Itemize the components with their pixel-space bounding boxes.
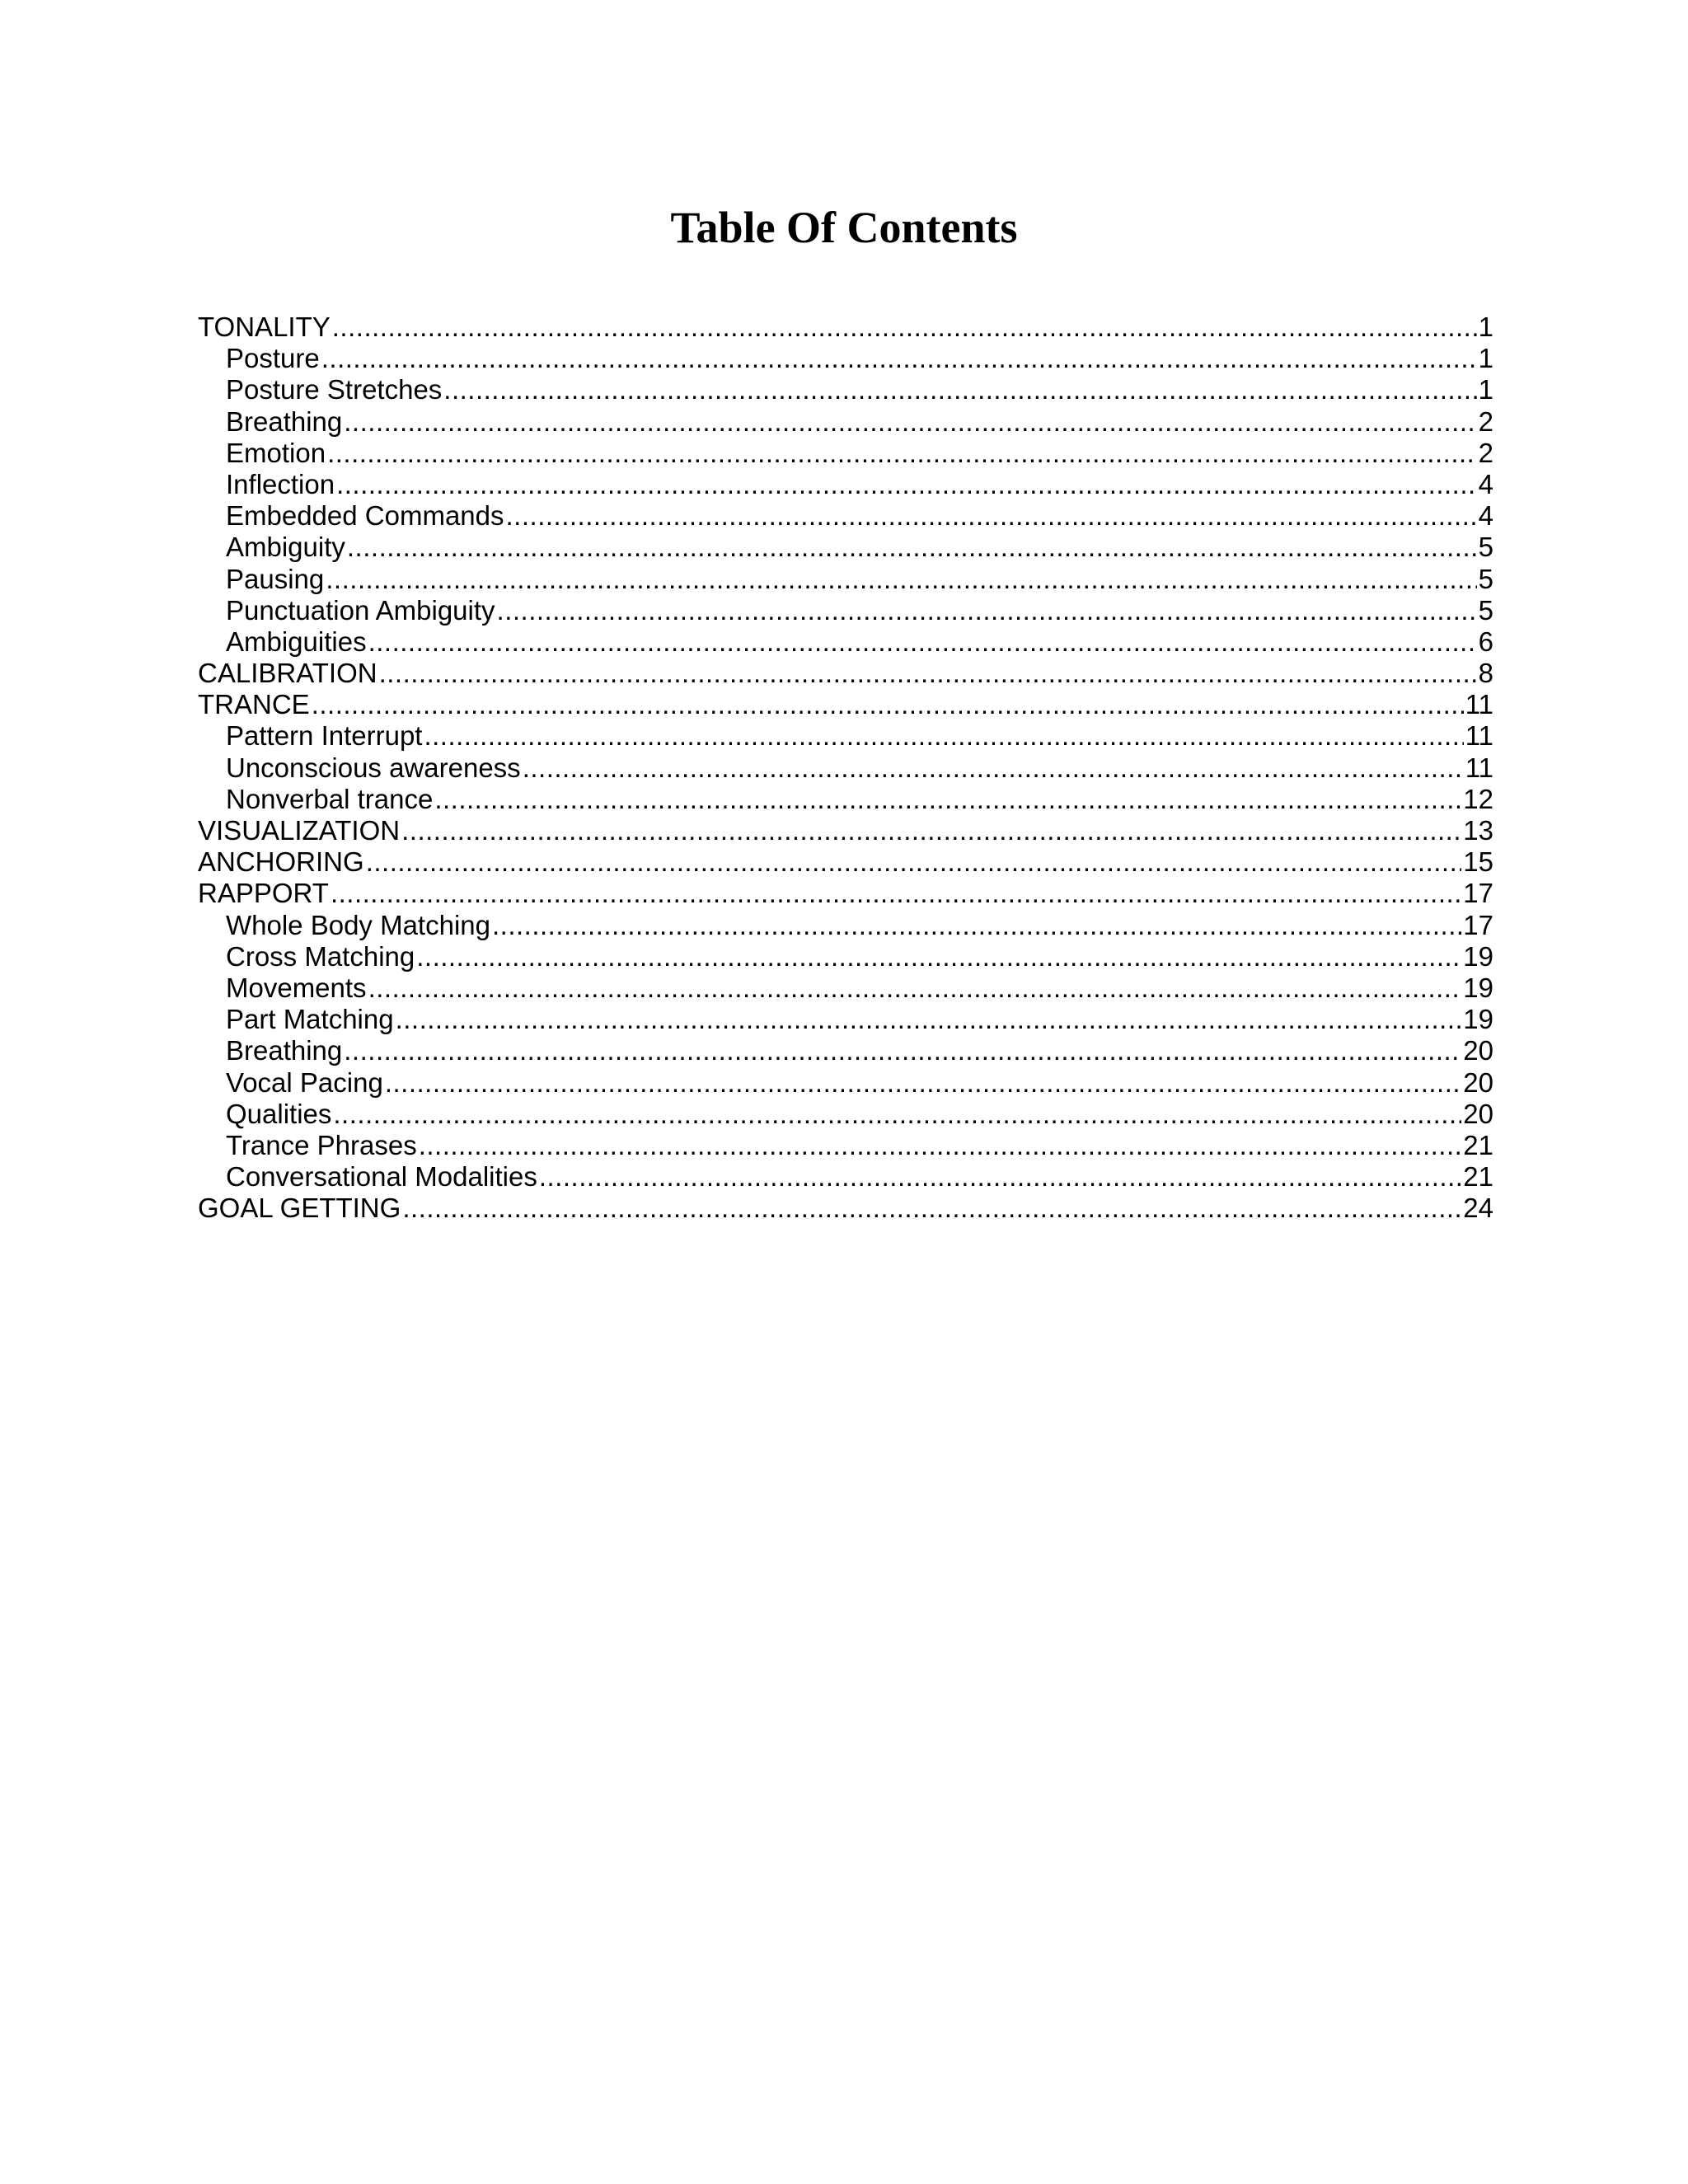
dot-leader <box>368 972 1462 1004</box>
toc-entry-label: GOAL GETTING <box>198 1193 401 1224</box>
toc-subsection-entry[interactable] <box>198 469 1493 500</box>
dot-leader <box>332 312 1477 343</box>
dot-leader <box>344 406 1476 438</box>
dot-leader <box>347 532 1477 563</box>
dot-leader <box>396 1004 1462 1035</box>
toc-subsection-entry[interactable] <box>198 1161 1493 1193</box>
toc-entry-label: Cross Matching <box>226 940 415 972</box>
dot-leader <box>539 1161 1461 1193</box>
dot-leader <box>434 784 1461 815</box>
dot-leader <box>327 438 1477 469</box>
toc-entry-page-number: 11 <box>1465 689 1493 720</box>
toc-entry-label: Pausing <box>226 563 325 594</box>
toc-subsection-entry[interactable] <box>198 941 1493 972</box>
toc-entry-page-number: 11 <box>1465 752 1493 783</box>
dot-leader <box>416 941 1461 972</box>
toc-entry-page-number: 8 <box>1478 658 1493 689</box>
table-of-contents <box>198 312 1493 1224</box>
dot-leader <box>344 1035 1461 1066</box>
toc-subsection-entry[interactable] <box>198 1067 1493 1099</box>
toc-entry-page-number: 11 <box>1465 720 1493 752</box>
toc-entry-page-number: 2 <box>1478 437 1493 468</box>
dot-leader <box>506 500 1477 532</box>
toc-section-entry[interactable] <box>198 658 1493 689</box>
toc-entry-label: Posture Stretches <box>226 374 443 405</box>
toc-subsection-entry[interactable] <box>198 784 1493 815</box>
dot-leader <box>523 752 1464 784</box>
toc-entry-label: Breathing <box>226 1035 343 1066</box>
toc-section-entry[interactable] <box>198 312 1493 343</box>
toc-subsection-entry[interactable] <box>198 1099 1493 1130</box>
dot-leader <box>424 720 1463 752</box>
dot-leader <box>401 815 1461 846</box>
toc-entry-label: Pattern Interrupt <box>226 720 423 752</box>
toc-section-entry[interactable] <box>198 846 1493 878</box>
toc-entry-page-number: 12 <box>1463 783 1493 814</box>
toc-subsection-entry[interactable] <box>198 438 1493 469</box>
toc-subsection-entry[interactable] <box>198 752 1493 784</box>
dot-leader <box>312 689 1464 720</box>
dot-leader <box>419 1130 1462 1161</box>
dot-leader <box>321 343 1477 374</box>
toc-entry-page-number: 4 <box>1478 500 1493 532</box>
toc-subsection-entry[interactable] <box>198 406 1493 438</box>
toc-entry-label: Trance Phrases <box>226 1129 417 1160</box>
toc-entry-label: Emotion <box>226 437 326 468</box>
toc-entry-page-number: 5 <box>1478 532 1493 563</box>
toc-subsection-entry[interactable] <box>198 626 1493 658</box>
toc-entry-page-number: 19 <box>1463 940 1493 972</box>
toc-entry-label: Unconscious awareness <box>226 752 521 783</box>
toc-subsection-entry[interactable] <box>198 910 1493 941</box>
toc-entry-label: Movements <box>226 972 367 1003</box>
toc-entry-page-number: 2 <box>1478 405 1493 437</box>
toc-section-entry[interactable] <box>198 878 1493 909</box>
toc-entry-label: ANCHORING <box>198 846 364 878</box>
toc-subsection-entry[interactable] <box>198 374 1493 405</box>
toc-entry-page-number: 1 <box>1478 343 1493 374</box>
toc-entry-page-number: 21 <box>1463 1129 1493 1160</box>
toc-entry-label: Ambiguity <box>226 532 345 563</box>
toc-entry-label: Conversational Modalities <box>226 1161 537 1193</box>
toc-entry-page-number: 1 <box>1478 312 1493 342</box>
toc-subsection-entry[interactable] <box>198 1130 1493 1161</box>
toc-section-entry[interactable] <box>198 815 1493 846</box>
dot-leader <box>492 910 1461 941</box>
toc-entry-page-number: 20 <box>1463 1035 1493 1066</box>
dot-leader <box>443 374 1476 405</box>
toc-entry-page-number: 20 <box>1463 1066 1493 1098</box>
toc-entry-label: Punctuation Ambiguity <box>226 594 495 626</box>
toc-entry-label: Embedded Commands <box>226 500 504 532</box>
toc-subsection-entry[interactable] <box>198 1004 1493 1035</box>
toc-entry-label: Breathing <box>226 405 343 437</box>
toc-subsection-entry[interactable] <box>198 972 1493 1004</box>
toc-entry-page-number: 15 <box>1463 846 1493 878</box>
toc-section-entry[interactable] <box>198 1193 1493 1224</box>
toc-subsection-entry[interactable] <box>198 564 1493 595</box>
dot-leader <box>368 626 1477 658</box>
toc-entry-label: CALIBRATION <box>198 658 377 689</box>
toc-entry-page-number: 13 <box>1463 815 1493 846</box>
toc-subsection-entry[interactable] <box>198 532 1493 563</box>
dot-leader <box>331 878 1461 909</box>
toc-subsection-entry[interactable] <box>198 500 1493 532</box>
toc-entry-page-number: 5 <box>1478 563 1493 594</box>
toc-entry-page-number: 20 <box>1463 1098 1493 1129</box>
dot-leader <box>497 595 1477 626</box>
toc-entry-page-number: 24 <box>1463 1193 1493 1224</box>
dot-leader <box>402 1193 1461 1224</box>
page-title: Table Of Contents <box>670 203 1018 252</box>
toc-section-entry[interactable] <box>198 689 1493 720</box>
dot-leader <box>326 564 1476 595</box>
dot-leader <box>366 846 1462 878</box>
toc-entry-page-number: 1 <box>1478 374 1493 405</box>
toc-subsection-entry[interactable] <box>198 720 1493 752</box>
toc-entry-label: VISUALIZATION <box>198 815 401 846</box>
toc-entry-page-number: 6 <box>1478 626 1493 657</box>
dot-leader <box>336 469 1477 500</box>
toc-entry-label: Part Matching <box>226 1004 394 1035</box>
toc-entry-label: Qualities <box>226 1098 332 1129</box>
dot-leader <box>379 658 1477 689</box>
toc-entry-label: Vocal Pacing <box>226 1066 383 1098</box>
toc-subsection-entry[interactable] <box>198 1035 1493 1066</box>
toc-entry-label: Ambiguities <box>226 626 367 657</box>
toc-entry-page-number: 5 <box>1478 594 1493 626</box>
toc-subsection-entry[interactable] <box>198 595 1493 626</box>
toc-entry-label: Inflection <box>226 468 335 499</box>
toc-entry-label: Nonverbal trance <box>226 783 434 814</box>
dot-leader <box>385 1067 1461 1099</box>
toc-entry-label: TONALITY <box>198 312 331 342</box>
toc-entry-page-number: 21 <box>1463 1161 1493 1193</box>
toc-entry-label: TRANCE <box>198 689 310 720</box>
toc-entry-page-number: 17 <box>1463 909 1493 940</box>
toc-subsection-entry[interactable] <box>198 343 1493 374</box>
toc-entry-page-number: 19 <box>1463 972 1493 1003</box>
toc-entry-label: RAPPORT <box>198 878 329 909</box>
toc-entry-page-number: 17 <box>1463 878 1493 909</box>
dot-leader <box>333 1099 1461 1130</box>
toc-entry-label: Posture <box>226 343 320 374</box>
toc-entry-page-number: 19 <box>1463 1004 1493 1035</box>
toc-entry-page-number: 4 <box>1478 468 1493 499</box>
toc-entry-label: Whole Body Matching <box>226 909 490 940</box>
